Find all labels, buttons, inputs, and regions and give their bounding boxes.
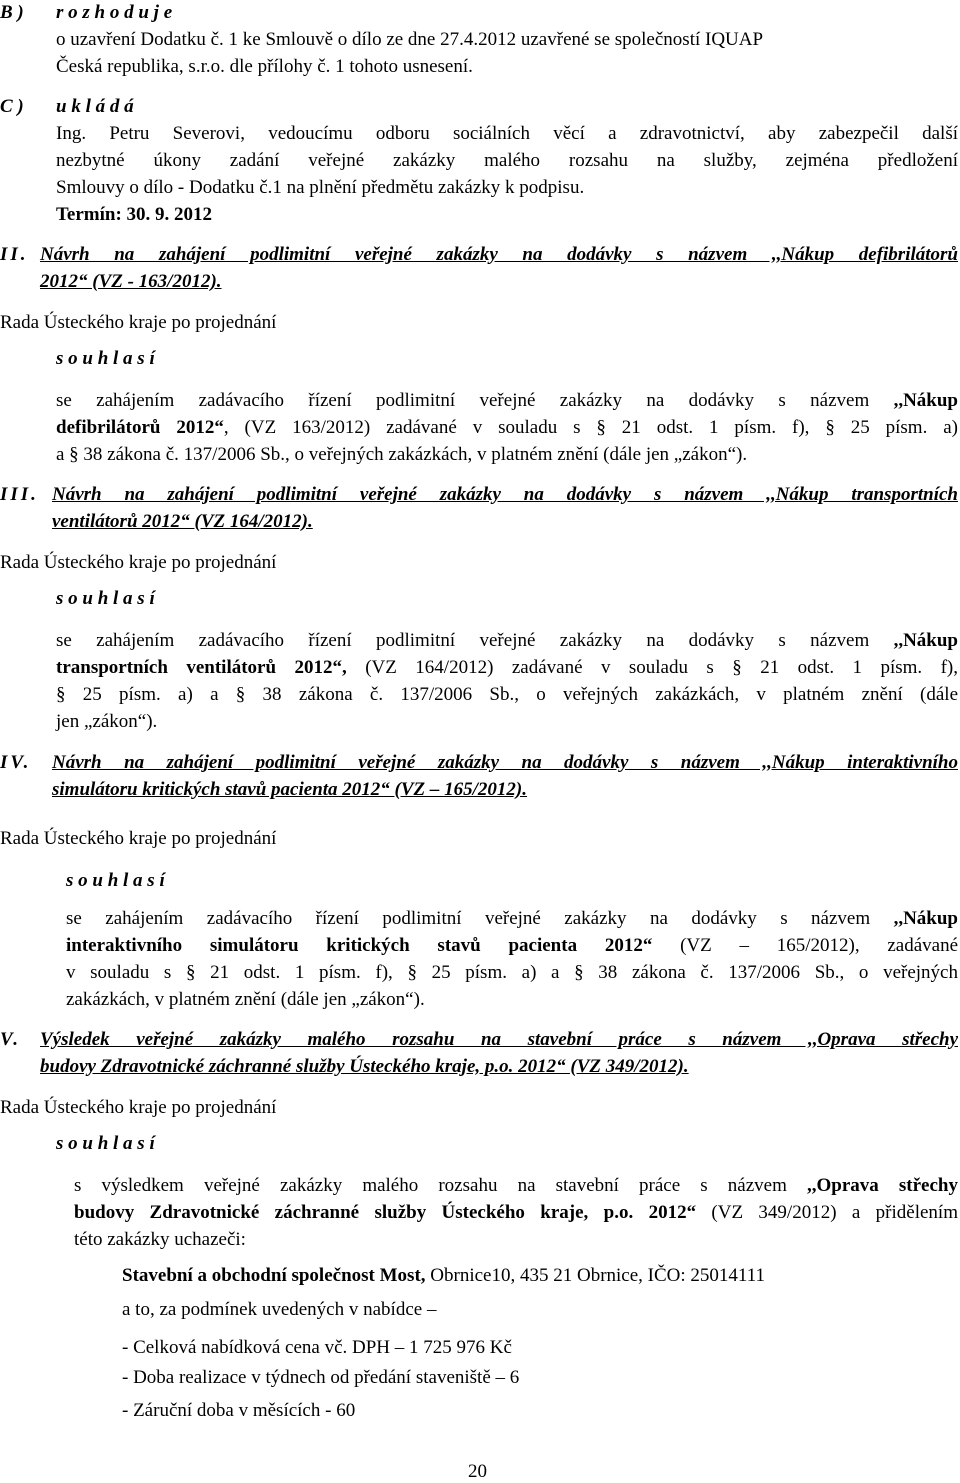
section-ii-title: 2012“ (VZ - 163/2012). — [40, 271, 222, 292]
body-line: se zahájením zadávacího řízení podlimitní veřejné zakázky na dodávky s názvem ,,Nákup — [56, 390, 958, 411]
condition-item: - Doba realizace v týdnech od předání staveniště – 6 — [122, 1367, 520, 1388]
section-c-line: nezbytné úkony zadání veřejné zakázky malého rozsahu na služby, zejména předložení — [56, 150, 958, 171]
section-iv-title: Návrh na zahájení podlimitní veřejné zakázky na dodávky s názvem ,,Nákup interaktivního — [52, 752, 958, 773]
conditions-line: a to, za podmínek uvedených v nabídce – — [122, 1299, 437, 1320]
section-b-label: B ) — [0, 2, 24, 23]
section-b-line: o uzavření Dodatku č. 1 ke Smlouvě o dílo ze dne 27.4.2012 uzavřené se společností IQUAP — [56, 29, 764, 50]
section-iii-number: III. — [0, 484, 39, 505]
council-line: Rada Ústeckého kraje po projednání — [0, 1097, 277, 1118]
section-ii-number: II. — [0, 244, 29, 265]
section-ii-title: Návrh na zahájení podlimitní veřejné zakázky na dodávky s názvem ,,Nákup defibrilátorů — [40, 244, 958, 265]
agree-verb: s o u h l a s í — [56, 1133, 155, 1154]
section-c-verb: u k l á d á — [56, 96, 134, 117]
condition-item: - Celková nabídková cena vč. DPH – 1 725 976 Kč — [122, 1337, 512, 1358]
section-v-number: V. — [0, 1029, 21, 1050]
body-line: a § 38 zákona č. 137/2006 Sb., o veřejných zakázkách, v platném znění (dále jen „zákon“). — [56, 444, 748, 465]
section-c-label: C ) — [0, 96, 24, 117]
body-line: interaktivního simulátoru kritických stavů pacienta 2012“ (VZ – 165/2012), zadávané — [66, 935, 958, 956]
body-line: s výsledkem veřejné zakázky malého rozsahu na stavební práce s názvem ,,Oprava střechy — [74, 1175, 958, 1196]
body-line: v souladu s § 21 odst. 1 písm. f), § 25 písm. a) a § 38 zákona č. 137/2006 Sb., o veřejných — [66, 962, 958, 983]
section-iii-title: Návrh na zahájení podlimitní veřejné zakázky na dodávky s názvem ,,Nákup transportních — [52, 484, 958, 505]
council-line: Rada Ústeckého kraje po projednání — [0, 828, 277, 849]
body-line: se zahájením zadávacího řízení podlimitní veřejné zakázky na dodávky s názvem ,,Nákup — [66, 908, 958, 929]
section-b-verb: r o z h o d u j e — [56, 2, 173, 23]
body-line: § 25 písm. a) a § 38 zákona č. 137/2006 Sb., o veřejných zakázkách, v platném znění (dále — [56, 684, 958, 705]
section-v-title: Výsledek veřejné zakázky malého rozsahu na stavební práce s názvem ,,Oprava střechy — [40, 1029, 958, 1050]
body-line: se zahájením zadávacího řízení podlimitní veřejné zakázky na dodávky s názvem ,,Nákup — [56, 630, 958, 651]
body-line: zakázkách, v platném znění (dále jen „zákon“). — [66, 989, 425, 1010]
agree-verb: s o u h l a s í — [56, 348, 155, 369]
agree-verb: s o u h l a s í — [56, 588, 155, 609]
winner-line: Stavební a obchodní společnost Most, Obrnice10, 435 21 Obrnice, IČO: 25014111 — [122, 1265, 766, 1286]
condition-item: - Záruční doba v měsících - 60 — [122, 1400, 356, 1421]
body-line: této zakázky uchazeči: — [74, 1229, 246, 1250]
section-v-title: budovy Zdravotnické záchranné služby Ústeckého kraje, p.o. 2012“ (VZ 349/2012). — [40, 1056, 689, 1077]
section-c-line: Ing. Petru Severovi, vedoucímu odboru sociálních věcí a zdravotnictví, aby zabezpečil další — [56, 123, 958, 144]
page-number: 20 — [468, 1461, 487, 1482]
body-line: budovy Zdravotnické záchranné služby Ústeckého kraje, p.o. 2012“ (VZ 349/2012) a přidělením — [74, 1202, 958, 1223]
section-iv-number: IV. — [0, 752, 32, 773]
section-b-line: Česká republika, s.r.o. dle přílohy č. 1 tohoto usnesení. — [56, 56, 473, 77]
section-iii-title: ventilátorů 2012“ (VZ 164/2012). — [52, 511, 313, 532]
body-line: transportních ventilátorů 2012“, (VZ 164/2012) zadávané v souladu s § 21 odst. 1 písm. f), — [56, 657, 958, 678]
body-line: jen „zákon“). — [56, 711, 158, 732]
agree-verb: s o u h l a s í — [66, 870, 165, 891]
section-c-line: Smlouvy o dílo - Dodatku č.1 na plnění předmětu zakázky k podpisu. — [56, 177, 585, 198]
body-line: defibrilátorů 2012“, (VZ 163/2012) zadávané v souladu s § 21 odst. 1 písm. f), § 25 písm. a) — [56, 417, 958, 438]
council-line: Rada Ústeckého kraje po projednání — [0, 552, 277, 573]
council-line: Rada Ústeckého kraje po projednání — [0, 312, 277, 333]
section-iv-title: simulátoru kritických stavů pacienta 2012“ (VZ – 165/2012). — [52, 779, 528, 800]
deadline: Termín: 30. 9. 2012 — [56, 204, 213, 225]
